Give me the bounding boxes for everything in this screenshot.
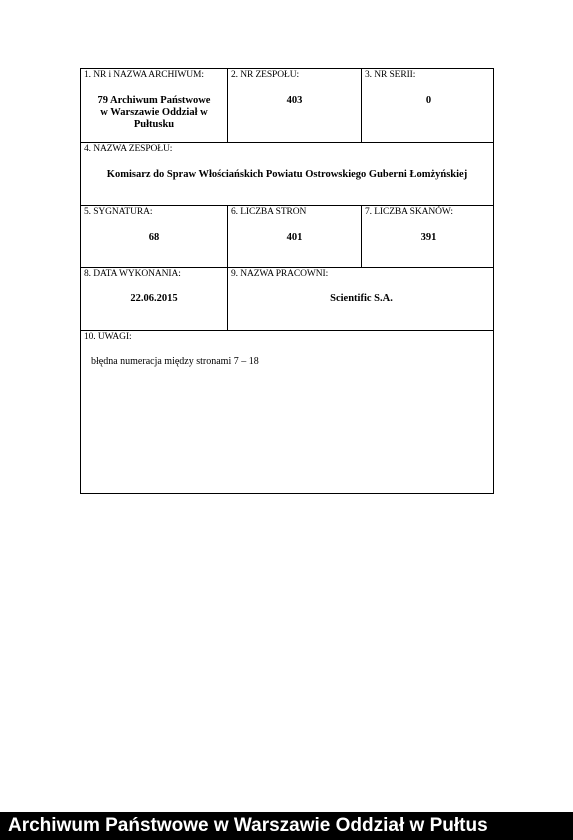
archive-value: 79 Archiwum Państwowe w Warszawie Oddział w Pułtusku [97,95,211,130]
series-value: 0 [425,95,432,106]
fonds-name-label: 4. NAZWA ZESPOŁU: [84,144,173,154]
form-row-2 [81,143,493,206]
pages-label: 6. LICZBA STRON [231,207,307,217]
date-label: 8. DATA WYKONANIA: [84,269,181,279]
remarks-cell [81,331,493,493]
remarks-value: błędna numeracja między stronami 7 – 18 [91,356,259,367]
archive-cell [81,69,228,142]
studio-label: 9. NAZWA PRACOWNI: [231,269,329,279]
date-cell [81,268,228,330]
pages-cell [228,206,362,267]
form-row-1 [81,69,493,143]
series-cell [362,69,495,142]
signature-label: 5. SYGNATURA: [84,207,153,217]
fonds-no-label: 2. NR ZESPOŁU: [231,70,300,80]
fonds-no-cell [228,69,362,142]
studio-cell [228,268,495,330]
footer-text: Archiwum Państwowe w Warszawie Oddział w Pułtus [8,815,488,836]
archive-footer-banner [0,812,573,840]
date-value: 22.06.2015 [130,293,178,304]
metadata-form [80,68,494,494]
scans-value: 391 [420,232,437,243]
scans-cell [362,206,495,267]
form-row-5 [81,331,493,493]
signature-value: 68 [148,232,160,243]
series-label: 3. NR SERII: [365,70,416,80]
archive-label: 1. NR i NAZWA ARCHIWUM: [84,70,204,80]
pages-value: 401 [286,232,303,243]
fonds-name-value: Komisarz do Spraw Włościańskich Powiatu Ostrowskiego Guberni Łomżyńskiej [106,169,468,180]
fonds-name-cell [81,143,493,205]
studio-value: Scientific S.A. [330,293,393,304]
form-row-4 [81,268,493,331]
fonds-no-value: 403 [286,95,303,106]
signature-cell [81,206,228,267]
form-row-3 [81,206,493,268]
scans-label: 7. LICZBA SKANÓW: [365,207,453,217]
remarks-label: 10. UWAGI: [84,332,132,342]
